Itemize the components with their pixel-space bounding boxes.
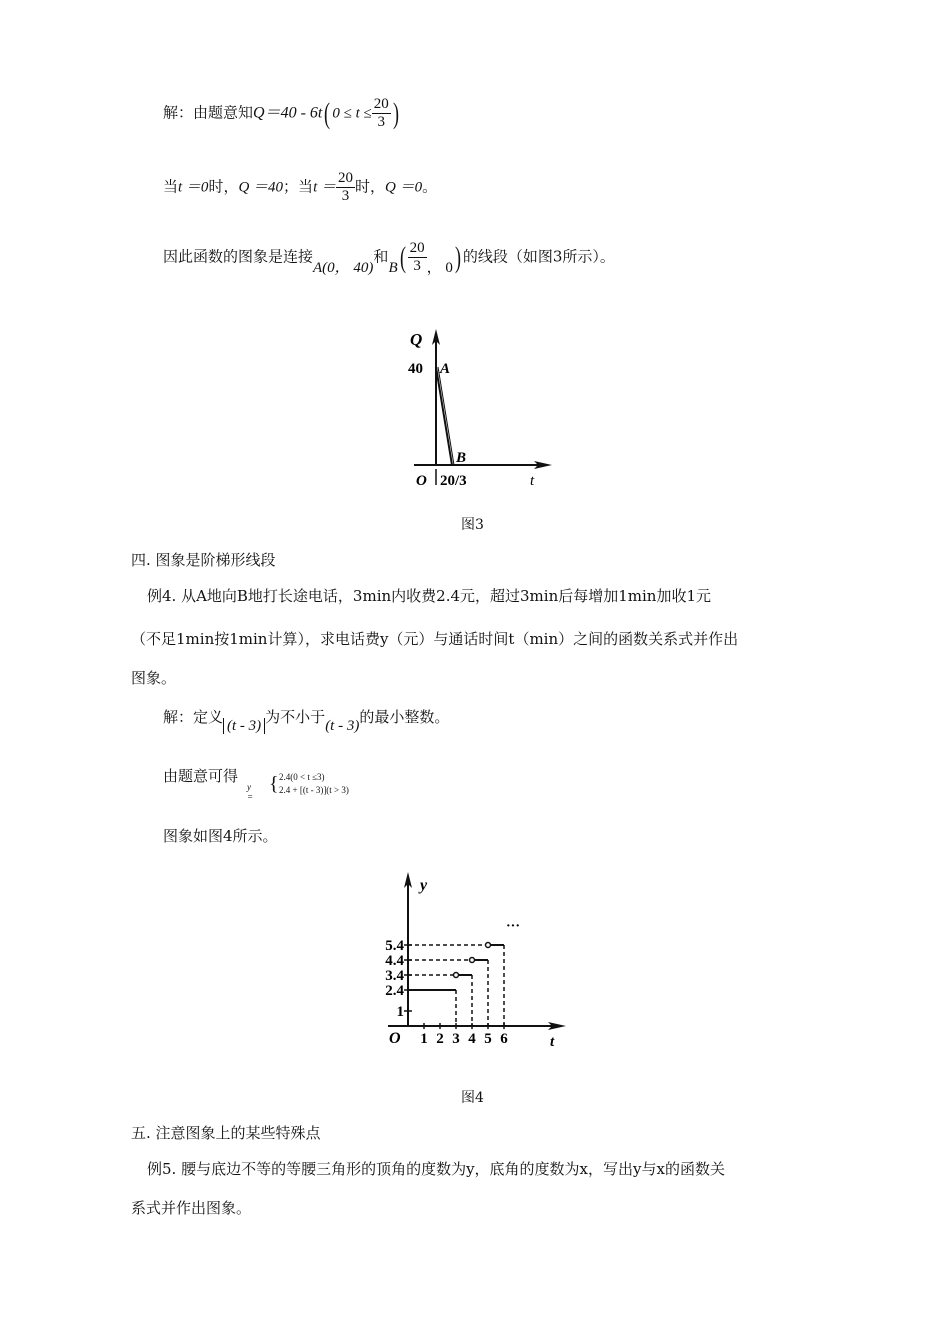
example-5-line-1: 例5. 腰与底边不等的等腰三角形的顶角的度数为y，底角的度数为x，写出y与x的函数关	[147, 1160, 725, 1178]
when-text-3: ；当	[283, 177, 314, 196]
example-4-line-2: （不足1min按1min计算），求电话费y（元）与通话时间t（min）之间的函数关系式并作出	[131, 630, 739, 648]
origin-label: O	[389, 1030, 401, 1047]
example-4-line-3: 图象。	[131, 669, 177, 687]
when-text-2: 时，	[208, 177, 239, 196]
solution-intro: 解：由题意知	[163, 103, 254, 122]
figure-4-caption: 图4	[461, 1090, 484, 1106]
ceil-inner: (t - 3)	[227, 718, 262, 734]
fraction-denominator: 3	[377, 114, 385, 130]
fraction-numerator: 20	[409, 240, 425, 256]
definition-text-2: 为不小于	[265, 708, 326, 726]
example-4-line-1: 例4. 从A地向B地打长途电话，3min内收费2.4元，超过3min后每增加1min加收1元	[147, 587, 712, 605]
figure-3-graph	[400, 325, 560, 495]
when-text-4: 时，	[354, 177, 385, 196]
figure-4-reference: 图象如图4所示。	[163, 827, 278, 845]
y-tick-label: 2.4	[385, 983, 404, 999]
segment-ab	[436, 367, 452, 465]
y-tick-label: 4.4	[385, 953, 404, 969]
fraction-20-3	[372, 96, 391, 131]
x-tick-label: 6	[500, 1031, 508, 1047]
fraction-denominator: 3	[413, 258, 421, 274]
open-endpoint	[454, 973, 459, 978]
piecewise-y: y =	[247, 782, 254, 802]
graph-text-1: 因此函数的图象是连接	[163, 247, 314, 266]
ellipsis: ···	[506, 919, 521, 934]
label-40: 40	[408, 361, 423, 377]
fraction-numerator: 20	[373, 96, 389, 112]
fraction-20-3	[336, 170, 355, 205]
eq-q-0: Q ＝0	[385, 179, 423, 196]
open-endpoint	[486, 943, 491, 948]
x-tick-label: 2	[436, 1031, 444, 1047]
definition-text-3: 的最小整数。	[359, 708, 450, 726]
label-20-3: 20/3	[440, 473, 467, 489]
x-tick-label: 5	[484, 1031, 492, 1047]
point-b-label: B	[388, 259, 398, 276]
point-b-coord: ， 0	[426, 259, 453, 276]
ceil-expression	[223, 718, 265, 734]
expression-t-3: (t - 3)	[325, 718, 360, 734]
label-origin: O	[416, 473, 427, 489]
piecewise-line	[163, 765, 238, 787]
x-tick-label: 4	[468, 1031, 476, 1047]
open-endpoint	[470, 958, 475, 963]
brace: {	[269, 773, 279, 795]
segment-ab-outline	[438, 367, 454, 465]
y-tick-label: 1	[396, 1004, 404, 1020]
fraction-20-3	[408, 240, 427, 275]
fraction-denominator: 3	[341, 188, 350, 204]
x-axis-label: t	[550, 1034, 555, 1050]
eq-t-frac: t ＝	[313, 179, 336, 196]
section-4-title: 四. 图象是阶梯形线段	[131, 551, 276, 569]
when-text-5: 。	[422, 177, 438, 196]
eq-t-0: t ＝0	[178, 179, 209, 196]
piecewise-row-2: 2.4 + [(t - 3)](t > 3)	[279, 785, 349, 795]
graph-description-line	[163, 240, 615, 275]
figure-3-caption: 图3	[461, 517, 484, 533]
graph-text-2: 和	[373, 247, 389, 266]
label-b: B	[456, 450, 467, 466]
y-tick-label: 3.4	[385, 968, 404, 984]
definition-line	[163, 706, 450, 734]
fraction-numerator: 20	[337, 170, 353, 186]
y-axis-label: y	[420, 877, 428, 894]
left-paren: (	[324, 96, 331, 130]
x-axis-label: t	[530, 473, 535, 489]
piecewise-intro: 由题意可得	[163, 767, 239, 785]
right-paren: )	[454, 240, 461, 274]
domain-condition: 0 ≤ t ≤	[332, 105, 372, 122]
example-5-line-2: 系式并作出图象。	[131, 1199, 252, 1217]
when-line	[163, 170, 437, 205]
x-tick-label: 3	[452, 1031, 460, 1047]
y-axis-label: Q	[410, 330, 423, 349]
left-paren: (	[399, 240, 406, 274]
eq-q-40: Q ＝40	[238, 179, 284, 196]
q-equation: Q＝40 - 6t	[253, 104, 323, 122]
section-5-title: 五. 注意图象上的某些特殊点	[131, 1124, 321, 1142]
graph-text-3: 的线段（如图3所示）。	[462, 247, 615, 266]
x-tick-label: 1	[420, 1031, 428, 1047]
figure-4-marks	[385, 938, 508, 1047]
definition-text-1: 解：定义	[163, 708, 224, 726]
point-a: A(0， 40)	[313, 259, 374, 276]
when-text-1: 当	[163, 177, 179, 196]
y-tick-label: 5.4	[385, 938, 404, 954]
label-a: A	[440, 361, 451, 377]
solution-line	[163, 96, 401, 131]
piecewise-row-1: 2.4(0 < t ≤3)	[279, 772, 325, 782]
right-paren: )	[392, 96, 399, 130]
figure-4-graph	[360, 868, 580, 1053]
